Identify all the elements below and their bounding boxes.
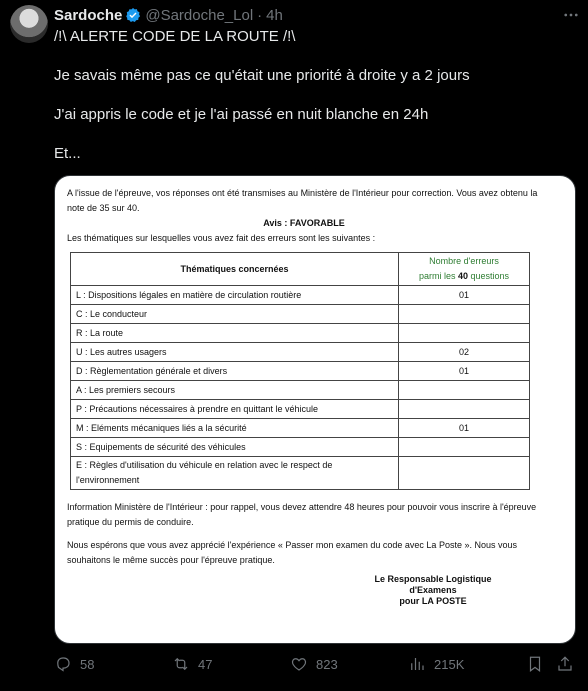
theme-cell: C : Le conducteur: [71, 305, 399, 324]
theme-cell: S : Equipements de sécurité des véhicules: [71, 438, 399, 457]
reply-count: 58: [80, 656, 95, 672]
theme-cell: A : Les premiers secours: [71, 381, 399, 400]
table-row: [71, 324, 530, 343]
errors-cell: 01: [399, 362, 530, 381]
attached-image[interactable]: [54, 175, 576, 644]
table-row: [71, 457, 530, 490]
repost-count: 47: [198, 656, 213, 672]
errors-cell: [399, 305, 530, 324]
col-errors-line2c: questions: [468, 271, 510, 281]
table-row: [71, 362, 530, 381]
theme-cell: L : Dispositions légales en matière de circulation routière: [71, 286, 399, 305]
author-name[interactable]: Sardoche: [54, 6, 123, 24]
like-count: 823: [316, 656, 338, 672]
avatar[interactable]: [10, 5, 48, 43]
table-row: [71, 400, 530, 419]
col-theme-header: Thématiques concernées: [71, 253, 399, 286]
doc-info: Information Ministère de l'Intérieur : pour rappel, vous devez attendre 48 heures pour pouvoir vous inscrire à l'épreuve pratique du permis de conduire.: [67, 502, 537, 527]
share-button[interactable]: [556, 655, 580, 673]
errors-cell: [399, 438, 530, 457]
theme-cell: M : Eléments mécaniques liés a la sécurité: [71, 419, 399, 438]
more-icon[interactable]: [562, 6, 580, 29]
theme-cell: P : Précautions nécessaires à prendre en quittant le véhicule: [71, 400, 399, 419]
errors-cell: [399, 324, 530, 343]
table-row: [71, 419, 530, 438]
bookmark-button[interactable]: [526, 655, 556, 673]
theme-cell: E : Règles d'utilisation du véhicule en relation avec le respect de l'environnement: [71, 457, 399, 490]
action-bar: [54, 652, 580, 676]
doc-hope: Nous espérons que vous avez apprécié l'expérience « Passer mon examen du code avec La Poste ». Nous vous souhaitons le même succès pour l'épreuve pratique.: [67, 540, 517, 565]
views-icon: [408, 655, 426, 673]
table-row: [71, 286, 530, 305]
tweet-line: Et...: [54, 145, 81, 162]
doc-themes-intro: Les thématiques sur lesquelles vous avez fait des erreurs sont les suivantes :: [67, 233, 376, 243]
errors-table: [70, 252, 530, 490]
signature-line: Le Responsable Logistique: [374, 574, 492, 584]
col-errors-line2a: parmi les: [418, 271, 458, 281]
doc-signature: [373, 574, 493, 607]
repost-button[interactable]: [172, 655, 290, 673]
tweet-header: [54, 5, 578, 25]
table-row: [71, 343, 530, 362]
signature-line: pour LA POSTE: [399, 596, 467, 606]
author-handle[interactable]: @Sardoche_Lol: [145, 6, 254, 24]
errors-cell: 01: [399, 419, 530, 438]
table-row: [71, 381, 530, 400]
table-row: [71, 305, 530, 324]
share-icon: [556, 655, 574, 673]
signature-line: d'Examens: [409, 585, 457, 595]
views-button[interactable]: [408, 655, 526, 673]
reply-button[interactable]: [54, 655, 172, 673]
views-count: 215K: [434, 656, 465, 672]
errors-cell: [399, 400, 530, 419]
col-errors-total: 40: [457, 271, 468, 281]
tweet-line: J'ai appris le code et je l'ai passé en nuit blanche en 24h: [54, 106, 429, 123]
errors-cell: 01: [399, 286, 530, 305]
like-icon: [290, 655, 308, 673]
col-errors-header: [399, 253, 530, 286]
errors-cell: [399, 457, 530, 490]
separator-dot: ·: [257, 6, 263, 24]
theme-cell: U : Les autres usagers: [71, 343, 399, 362]
errors-cell: [399, 381, 530, 400]
verified-badge-icon: [125, 7, 141, 23]
errors-cell: 02: [399, 343, 530, 362]
reply-icon: [54, 655, 72, 673]
doc-avis: Avis : FAVORABLE: [263, 218, 345, 228]
timestamp[interactable]: 4h: [266, 6, 283, 24]
like-button[interactable]: [290, 655, 408, 673]
repost-icon: [172, 655, 190, 673]
col-errors-line1: Nombre d'erreurs: [429, 256, 499, 266]
tweet-line: /!\ ALERTE CODE DE LA ROUTE /!\: [54, 28, 296, 45]
tweet-line: Je savais même pas ce qu'était une priorité à droite y a 2 jours: [54, 67, 470, 84]
bookmark-icon: [526, 655, 544, 673]
tweet-text: [54, 27, 574, 183]
doc-intro: A l'issue de l'épreuve, vos réponses ont été transmises au Ministère de l'Intérieur pour correction. Vous avez obtenu la note de 35 sur 40.: [67, 188, 538, 213]
theme-cell: D : Règlementation générale et divers: [71, 362, 399, 381]
table-row: [71, 438, 530, 457]
theme-cell: R : La route: [71, 324, 399, 343]
exam-result-document: [67, 186, 541, 568]
